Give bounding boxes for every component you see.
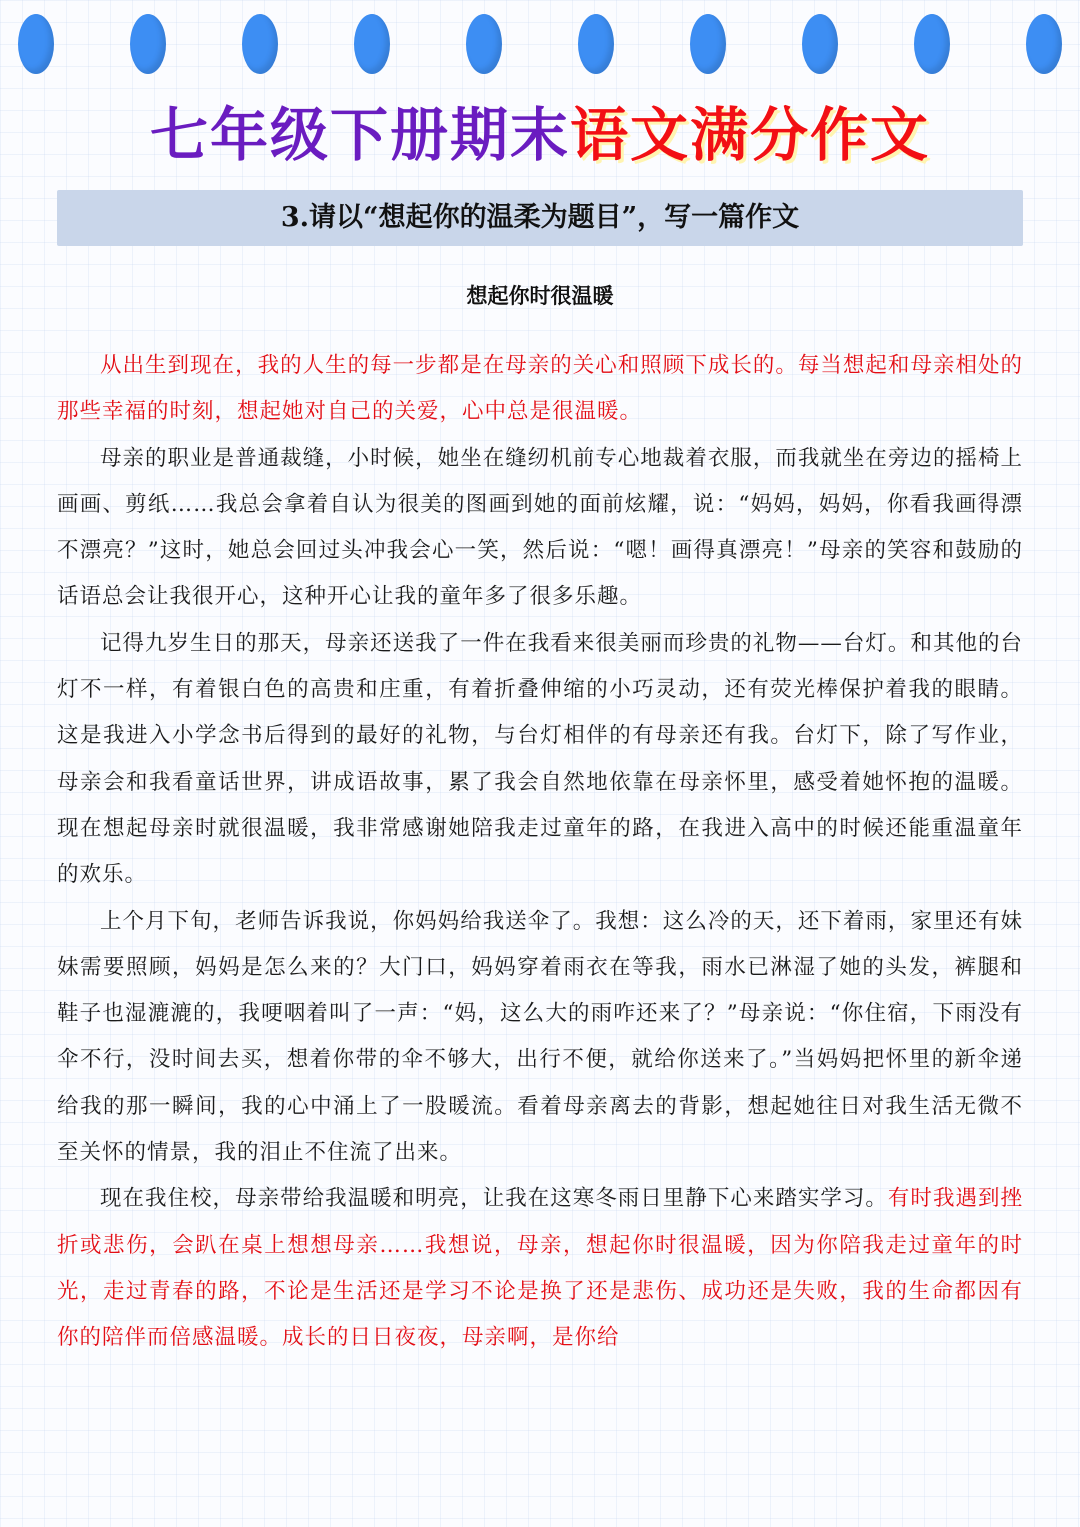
page-title bbox=[0, 100, 1080, 170]
essay-paragraph-2: 母亲的职业是普通裁缝，小时候，她坐在缝纫机前专心地裁着衣服，而我就坐在旁边的摇椅上画画、剪纸……我总会拿着自认为很美的图画到她的面前炫耀，说：“妈妈，妈妈，你看我画得漂不漂亮？”这时，她总会回过头冲我会心一笑，然后说：“嗯！画得真漂亮！”母亲的笑容和鼓励的话语总会让我很开心，这种开心让我的童年多了很多乐趣。 bbox=[57, 445, 1023, 610]
binder-hole bbox=[242, 14, 278, 74]
essay-paragraph-5-red: 有时我遇到挫折或悲伤，会趴在桌上想想母亲……我想说，母亲，想起你时很温暖，因为你陪我走过童年的时光，走过青春的路，不论是生活还是学习不论是换了还是悲伤、成功还是失败，我的生命都因有你的陪伴而倍感温暖。成长的日日夜夜，母亲啊，是你给 bbox=[57, 1186, 1023, 1351]
page-title-part2: 语文满分作文 bbox=[570, 101, 931, 169]
page-title-part1: 七年级下册期末 bbox=[149, 101, 570, 169]
binder-hole bbox=[354, 14, 390, 74]
binder-hole bbox=[802, 14, 838, 74]
essay-paragraph-4: 上个月下旬，老师告诉我说，你妈妈给我送伞了。我想：这么冷的天，还下着雨，家里还有妹妹需要照顾，妈妈是怎么来的？大门口，妈妈穿着雨衣在等我，雨水已淋湿了她的头发，裤腿和鞋子也湿漉漉的，我哽咽着叫了一声：“妈，这么大的雨咋还来了？”母亲说：“你住宿，下雨没有伞不行，没时间去买，想着你带的伞不够大，出行不便，就给你送来了。”当妈妈把怀里的新伞递给我的那一瞬间，我的心中涌上了一股暖流。看着母亲离去的背影，想起她往日对我生活无微不至关怀的情景，我的泪止不住流了出来。 bbox=[57, 908, 1023, 1166]
essay-title: 想起你时很温暖 bbox=[466, 283, 614, 308]
essay-paragraph-1: 从出生到现在，我的人生的每一步都是在母亲的关心和照顾下成长的。每当想起和母亲相处的那些幸福的时刻，想起她对自己的关爱，心中总是很温暖。 bbox=[57, 353, 1023, 425]
binder-hole bbox=[466, 14, 502, 74]
prompt-text: 3.请以“想起你的温柔为题目”，写一篇作文 bbox=[280, 202, 800, 233]
binder-hole bbox=[914, 14, 950, 74]
binder-hole bbox=[690, 14, 726, 74]
essay-body bbox=[57, 343, 1023, 1362]
essay-paragraph-5-black: 现在我住校，母亲带给我温暖和明亮，让我在这寒冬雨日里静下心来踏实学习。 bbox=[100, 1186, 888, 1212]
binder-holes bbox=[18, 14, 1062, 76]
binder-hole bbox=[18, 14, 54, 74]
essay-paragraph-3: 记得九岁生日的那天，母亲还送我了一件在我看来很美丽而珍贵的礼物——台灯。和其他的台灯不一样，有着银白色的高贵和庄重，有着折叠伸缩的小巧灵动，还有荧光棒保护着我的眼睛。这是我进入小学念书后得到的最好的礼物，与台灯相伴的有母亲还有我。台灯下，除了写作业，母亲会和我看童话世界，讲成语故事，累了我会自然地依靠在母亲怀里，感受着她怀抱的温暖。现在想起母亲时就很温暖，我非常感谢她陪我走过童年的路，在我进入高中的时候还能重温童年的欢乐。 bbox=[57, 630, 1023, 888]
binder-hole bbox=[578, 14, 614, 74]
binder-hole bbox=[130, 14, 166, 74]
essay-paragraph-5 bbox=[57, 1176, 1023, 1361]
binder-hole bbox=[1026, 14, 1062, 74]
prompt-banner bbox=[57, 190, 1023, 246]
